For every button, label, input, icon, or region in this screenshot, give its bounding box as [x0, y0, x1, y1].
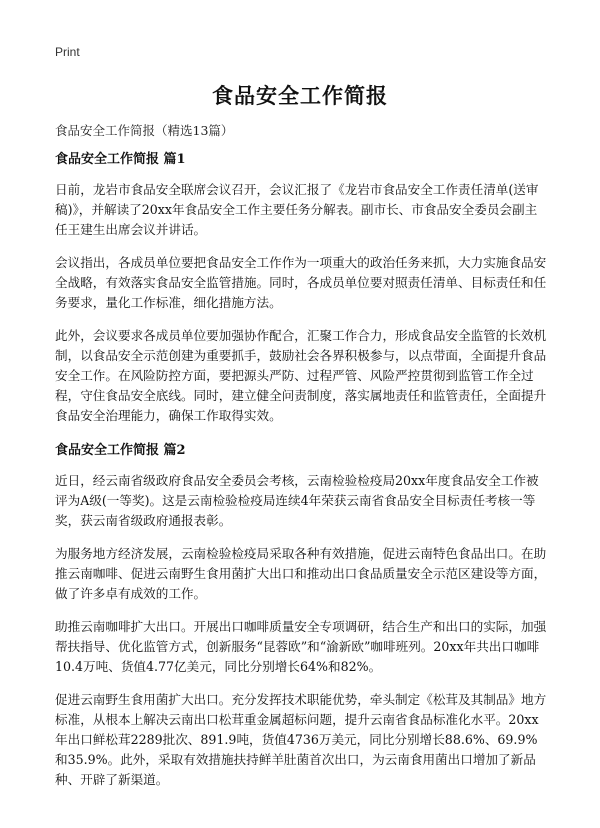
paragraph: 助推云南咖啡扩大出口。开展出口咖啡质量安全专项调研，结合生产和出口的实际，加强帮扶指导、优化监管方式，创新服务“昆蓉欧”和“渝新欧”咖啡班列。20xx年共出口咖啡10.4万吨、货值4.77亿美元，同比分别增长64%和82%。 — [55, 619, 547, 674]
print-link[interactable]: Print — [55, 45, 80, 59]
paragraph: 为服务地方经济发展，云南检验检疫局采取各种有效措施，促进云南特色食品出口。在助推云南咖啡、促进云南野生食用菌扩大出口和推动出口食品质量安全示范区建设等方面，做了许多卓有成效的工作。 — [55, 546, 547, 601]
paragraph: 此外，会议要求各成员单位要加强协作配合，汇聚工作合力，形成食品安全监管的长效机制，以食品安全示范创建为重要抓手，鼓励社会各界积极参与，以点带面，全面提升食品安全工作。在风险防控方面，要把源头严防、过程严管、风险严控贯彻到监管工作全过程，守住食品安全底线。同时，建立健全问责制度，落实属地责任和监管责任，全面提升食品安全治理能力，确保工作取得实效。 — [55, 328, 547, 423]
document-body — [55, 150, 547, 803]
page-title: 食品安全工作简报 — [212, 83, 388, 108]
paragraph: 近日，经云南省级政府食品安全委员会考核，云南检验检疫局20xx年度食品安全工作被评为A级(一等奖)。这是云南检验检疫局连续4年荣获云南省食品安全目标责任考核一等奖，获云南省级政府通报表彰。 — [55, 473, 539, 528]
section-2 — [55, 441, 547, 790]
paragraph: 会议指出，各成员单位要把食品安全工作作为一项重大的政治任务来抓，大力实施食品安全战略，有效落实食品安全监管措施。同时，各成员单位要对照责任清单、目标责任和任务要求，量化工作标准，细化措施方法。 — [55, 255, 547, 310]
section-1 — [55, 150, 547, 426]
document-subtitle: 食品安全工作简报（精选13篇） — [55, 123, 234, 138]
paragraph: 促进云南野生食用菌扩大出口。充分发挥技术职能优势，牵头制定《松茸及其制品》地方标准，从根本上解决云南出口松茸重金属超标问题，提升云南省食品标准化水平。20xx年出口鲜松茸2289批次、891.9吨，货值4736万美元，同比分别增长88.6%、69.9%和35.9%。此外，采取有效措施扶持鲜羊肚菌首次出口，为云南食用菌出口增加了新品种、开辟了新渠道。 — [55, 692, 547, 787]
section-heading: 食品安全工作简报 篇2 — [55, 443, 186, 458]
paragraph: 日前，龙岩市食品安全联席会议召开，会议汇报了《龙岩市食品安全工作责任清单(送审稿)》，并解读了20xx年食品安全工作主要任务分解表。副市长、市食品安全委员会副主任王建生出席会议并讲话。 — [55, 182, 539, 237]
section-heading: 食品安全工作简报 篇1 — [55, 152, 186, 167]
